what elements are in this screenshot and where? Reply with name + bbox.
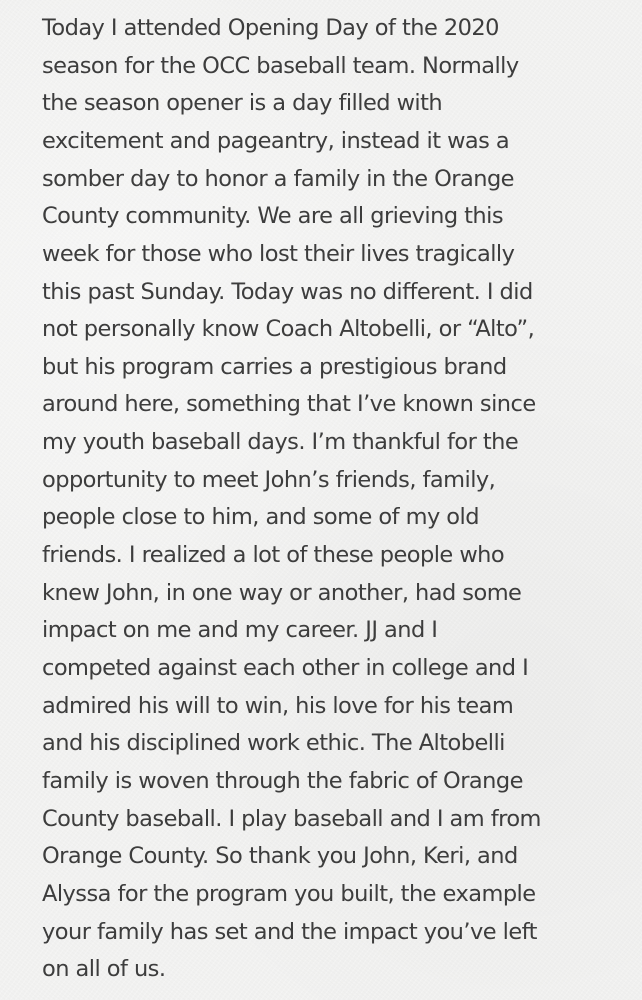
note-line: somber day to honor a family in the Orange	[42, 165, 514, 192]
note-line: your family has set and the impact you’ve left	[42, 918, 537, 945]
note-line: and his disciplined work ethic. The Altobelli	[42, 730, 505, 757]
note-line: not personally know Coach Altobelli, or “Alto”,	[42, 316, 535, 343]
note-line: this past Sunday. Today was no different. I did	[42, 278, 533, 305]
note-line: season for the OCC baseball team. Normally	[42, 52, 519, 79]
note-line: competed against each other in college and I	[42, 655, 529, 681]
note-line: the season opener is a day filled with	[42, 90, 443, 117]
note-line: Alyssa for the program you built, the example	[42, 880, 536, 907]
note-line: Orange County. So thank you John, Keri, and	[42, 843, 518, 870]
note-line: admired his will to win, his love for his team	[42, 692, 514, 719]
note-line: around here, something that I’ve known since	[42, 391, 536, 418]
note-line: but his program carries a prestigious brand	[42, 353, 507, 380]
note-line: people close to him, and some of my old	[42, 504, 479, 531]
note-line: Today I attended Opening Day of the 2020	[42, 15, 499, 41]
note-line: friends. I realized a lot of these people who	[42, 542, 505, 568]
note-line: impact on me and my career. JJ and I	[42, 617, 438, 644]
note-line: on all of us.	[42, 956, 166, 983]
note-line: opportunity to meet John’s friends, family,	[42, 466, 496, 493]
note-line: week for those who lost their lives tragically	[42, 240, 515, 267]
note-line: County baseball. I play baseball and I am from	[42, 805, 541, 832]
note-line: my youth baseball days. I’m thankful for the	[42, 429, 519, 456]
note-line: knew John, in one way or another, had some	[42, 579, 522, 606]
note-line: excitement and pageantry, instead it was a	[42, 127, 510, 154]
note-line: County community. We are all grieving this	[42, 203, 504, 230]
note-line: family is woven through the fabric of Orange	[42, 767, 523, 794]
